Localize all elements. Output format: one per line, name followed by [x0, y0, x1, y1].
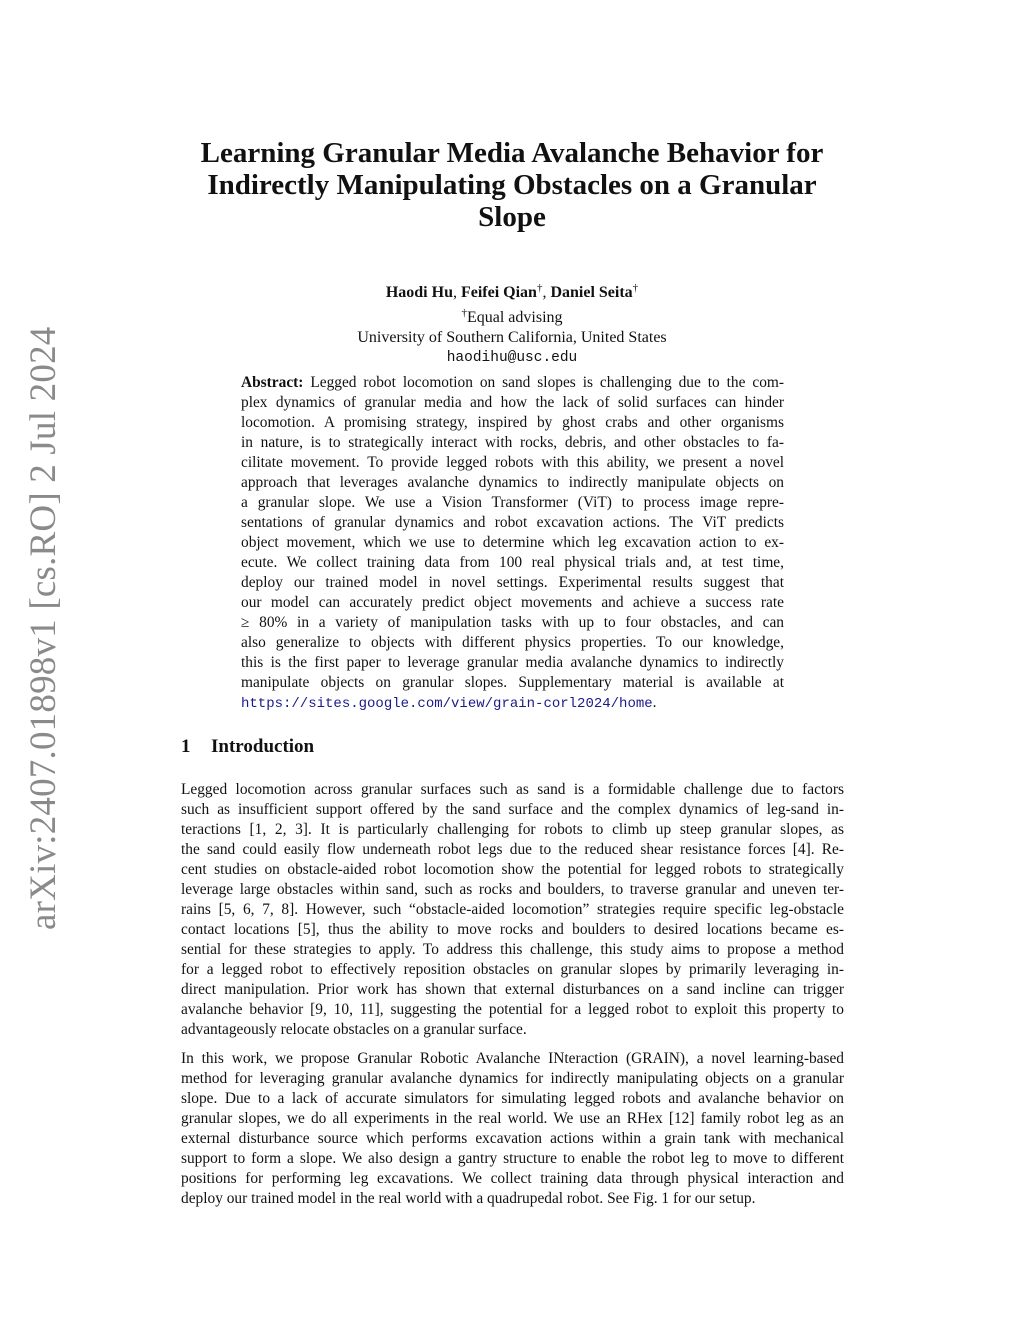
abstract-label: Abstract: — [241, 374, 304, 391]
body-line: deploy our trained model in the real world with a quadrupedal robot. See Fig. 1 for our setup. — [181, 1190, 756, 1207]
author-name: Daniel Seita — [550, 284, 633, 301]
body-line: such as insufficient support offered by the sand surface and the complex dynamics of leg-sand in- — [181, 801, 844, 818]
body-line: method for leveraging granular avalanche dynamics for indirectly manipulating objects on a granular — [181, 1070, 844, 1087]
abstract-line: this is the first paper to leverage granular media avalanche dynamics to indirectly — [241, 654, 784, 671]
abstract — [241, 373, 784, 713]
intro-paragraph-2 — [181, 1049, 844, 1209]
body-line: for a legged robot to effectively reposition obstacles on granular slopes by primarily leveraging in- — [181, 961, 844, 978]
abstract-line: locomotion. A promising strategy, inspired by ghost crabs and other organisms — [241, 414, 784, 431]
body-line: positions for performing leg excavations. We collect training data through physical interaction and — [181, 1170, 844, 1187]
dagger-mark: † — [461, 307, 467, 319]
abstract-line: in nature, is to strategically interact with rocks, debris, and other obstacles to fa- — [241, 434, 784, 451]
abstract-line: deploy our trained model in novel settings. Experimental results suggest that — [241, 574, 784, 591]
body-line: granular slopes, we do all experiments in the real world. We use an RHex [12] family robot leg as an — [181, 1110, 844, 1127]
body-line: sential for these strategies to apply. To address this challenge, this study aims to propose a method — [181, 941, 844, 958]
paper-title — [170, 137, 854, 233]
author-block — [250, 278, 774, 368]
abstract-line: object movement, which we use to determine which leg excavation action to ex- — [241, 534, 784, 551]
abstract-line: our model can accurately predict object movements and achieve a success rate — [241, 594, 784, 611]
body-line: external disturbance source which performs excavation actions within a grain tank with mechanical — [181, 1130, 844, 1147]
body-line: direct manipulation. Prior work has shown that external disturbances on a sand incline can trigger — [181, 981, 844, 998]
abstract-line: approach that leverages avalanche dynamics to indirectly manipulate objects on — [241, 474, 784, 491]
abstract-line: ecute. We collect training data from 100 real physical trials and, at test time, — [241, 554, 784, 571]
abstract-line: sentations of granular dynamics and robot excavation actions. The ViT predicts — [241, 514, 784, 531]
author-names: Haodi Hu, Feifei Qian†, Daniel Seita† — [385, 282, 639, 301]
title-line: Indirectly Manipulating Obstacles on a Granular — [207, 169, 817, 201]
abstract-line: a granular slope. We use a Vision Transformer (ViT) to process image repre- — [241, 494, 784, 511]
dagger-mark: † — [632, 282, 639, 294]
section-heading — [181, 735, 314, 759]
body-line: rains [5, 6, 7, 8]. However, such “obstacle-aided locomotion” strategies require specific leg-obstacle — [181, 901, 844, 918]
link-suffix: . — [652, 694, 657, 711]
arxiv-identifier-stamp: arXiv:2407.01898v1 [cs.RO] 2 Jul 2024 — [23, 326, 64, 930]
title-line: Learning Granular Media Avalanche Behavior for — [200, 137, 824, 169]
abstract-line — [241, 373, 784, 393]
abstract-line: cilitate movement. To provide legged robots with this ability, we present a novel — [241, 454, 784, 471]
body-line: slope. Due to a lack of accurate simulators for simulating legged robots and avalanche behavior on — [181, 1090, 844, 1107]
section-title: Introduction — [211, 736, 315, 757]
equal-advising-text: Equal advising — [466, 309, 563, 326]
body-line: the sand could easily flow underneath robot legs due to the reduced shear resistance forces [4]. Re- — [181, 841, 844, 858]
abstract-text: Legged robot locomotion on sand slopes is challenging due to the com- — [310, 374, 785, 391]
author-name: Haodi Hu — [385, 284, 453, 301]
supplementary-link[interactable]: https://sites.google.com/view/grain-corl2024/home — [241, 696, 653, 712]
abstract-line — [241, 693, 784, 713]
author-email: haodihu@usc.edu — [446, 350, 578, 366]
section-number: 1 — [181, 736, 191, 757]
title-line: Slope — [478, 201, 546, 233]
intro-paragraph-1 — [181, 780, 844, 1040]
abstract-line: manipulate objects on granular slopes. Supplementary material is available at — [241, 674, 784, 691]
dagger-mark: † — [536, 282, 543, 294]
body-line: avalanche behavior [9, 10, 11], suggesting the potential for a legged robot to exploit this property to — [181, 1001, 844, 1018]
body-line: Legged locomotion across granular surfaces such as sand is a formidable challenge due to factors — [181, 781, 844, 798]
equal-advising-note — [250, 303, 774, 328]
body-line: support to form a slope. We also design a gantry structure to enable the robot leg to move to different — [181, 1150, 844, 1167]
body-line: teractions [1, 2, 3]. It is particularly challenging for robots to climb up steep granular slopes, as — [181, 821, 844, 838]
abstract-line: ≥ 80% in a variety of manipulation tasks with up to four obstacles, and can — [241, 614, 784, 631]
body-line: advantageously relocate obstacles on a granular surface. — [181, 1021, 527, 1038]
body-line: cent studies on obstacle-aided robot locomotion show the potential for legged robots to strategically — [181, 861, 844, 878]
body-line: contact locations [5], thus the ability to move rocks and boulders to desired locations became es- — [181, 921, 844, 938]
abstract-line: plex dynamics of granular media and how the lack of solid surfaces can hinder — [241, 394, 784, 411]
affiliation: University of Southern California, United States — [357, 329, 667, 346]
body-line: leverage large obstacles within sand, such as rocks and boulders, to traverse granular and uneven ter- — [181, 881, 844, 898]
abstract-line: also generalize to objects with different physics properties. To our knowledge, — [241, 634, 784, 651]
body-line: In this work, we propose Granular Robotic Avalanche INteraction (GRAIN), a novel learning-based — [181, 1050, 844, 1067]
author-name: Feifei Qian — [460, 284, 537, 301]
